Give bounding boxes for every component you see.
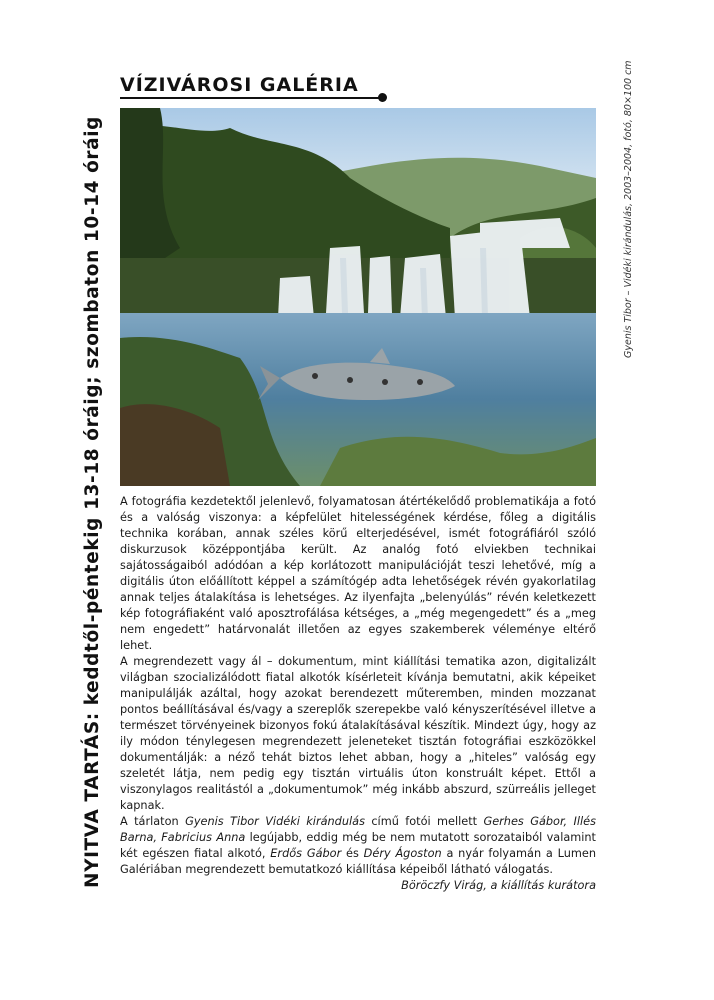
gallery-header	[120, 70, 390, 100]
gallery-title: VÍZIVÁROSI GALÉRIA	[120, 74, 359, 96]
waterfall-photo	[120, 108, 596, 486]
article-paragraph: A megrendezett vagy ál – dokumentum, mint kiállítási tematika azon, digitalizált világban szocializálódott fiatal alkotók kísérleteit kívánja bemutatni, akik képeiket manipulálják azáltal, hogy azokat berendezett műteremben, minden mozzanat pontos beállításával és/vagy a szereplők szerepekbe való kényszerítésével illetve a természet törvényeinek bizonyos fokú átalakításával készítik. Mindezt úgy, hogy az ily módon ténylegesen megrendezett jeleneteket tisztán fotográfiai eszközökkel dokumentálják: a néző tehát biztos lehet abban, hogy a „hiteles” valóság egy szeletét látja, nem pedig egy tisztán virtuális úton konstruált képet. Ettől a viszonylagos realitástól a „dokumentumok” még inkább abszurd, szürreális jelleget kapnak.	[120, 655, 596, 812]
article-paragraph: A tárlaton Gyenis Tibor Vidéki kirándulás című fotói mellett Gerhes Gábor, Illés Barna, Fabricius Anna legújabb, eddig még be nem mutatott sorozataiból valamint két egészen fiatal alkotó, Erdős Gábor és Déry Ágoston a nyár folyamán a Lumen Galériában megrendezett bemutatkozó kiállítása képeiből látható válogatás.	[120, 815, 596, 876]
title-bullet-icon	[378, 93, 387, 102]
article-paragraph: A fotográfia kezdetektől jelenlevő, folyamatosan átértékelődő problematikája a fotó és a valóság viszonya: a képfelület hitelességének kérdése, főleg a digitális technika korában, annak széles körű elterjedésével, ismét fotográfiáról szóló diskurzusok középpontjába került. Az analóg fotó elviekben technikai sajátosságaiból adódóan a kép korlátozott manipulációját teszi lehetővé, míg a digitális úton előállított képpel a számítógép adta lehetőségek révén gyakorlatilag annak teljes átalakítása is lehetséges. Az ilyenfajta „belenyúlás” révén keletkezett kép fotográfiaként való aposztrofálása kétséges, a „még megengedett” és a „meg nem engedett” határvonalát illetően az egyes szakemberek véleménye eltérő lehet.	[120, 495, 596, 652]
article-body	[120, 494, 596, 894]
photo-caption: Gyenis Tibor – Vidéki kirándulás, 2003–2004, fotó, 80×100 cm	[623, 60, 634, 358]
title-underline	[120, 97, 382, 99]
opening-hours-vertical: NYITVA TARTÁS: keddtől-péntekig 13-18 óráig; szombaton 10-14 óráig	[82, 116, 103, 888]
curator-signature: Böröczfy Virág, a kiállítás kurátora	[401, 879, 596, 892]
